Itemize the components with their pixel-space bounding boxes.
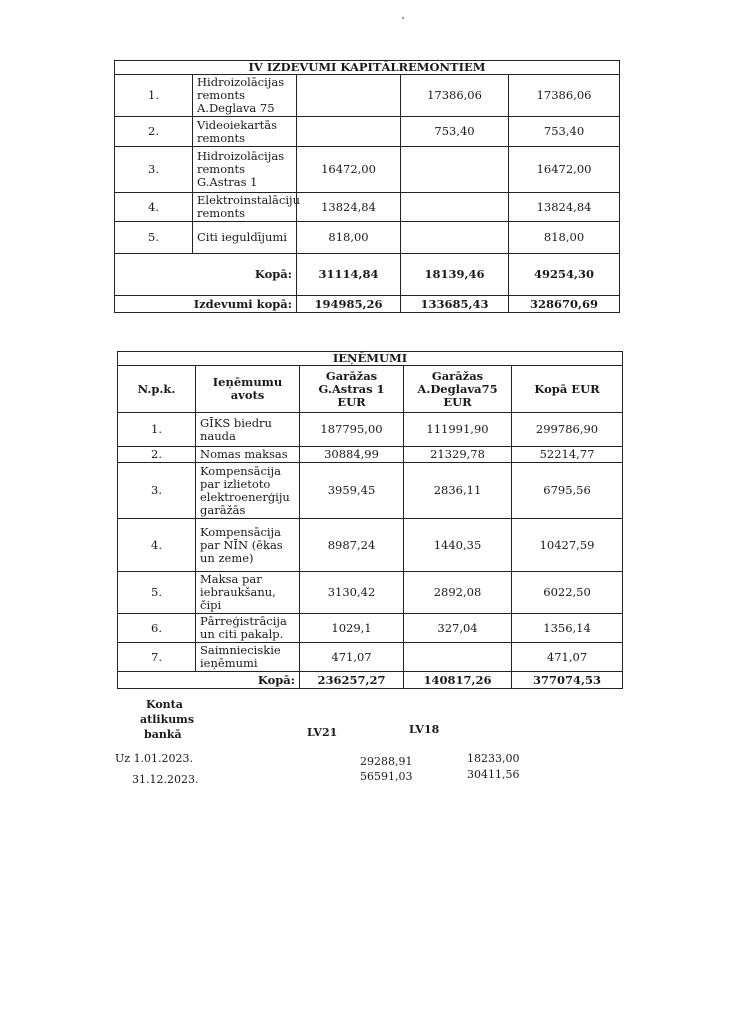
row-description: GĪKS biedru nauda	[196, 413, 300, 447]
deglava-amount: 17386,06	[401, 75, 509, 117]
row-number: 1.	[115, 75, 193, 117]
bank-title-line2: atlikums	[140, 713, 195, 726]
astras-amount: 3959,45	[300, 463, 404, 519]
total-amount: 6022,50	[512, 572, 623, 614]
deglava-amount	[401, 222, 509, 254]
total-amount: 52214,77	[512, 447, 623, 463]
total-amount: 13824,84	[509, 193, 620, 222]
total-sum: 377074,53	[512, 672, 623, 689]
row-number: 7.	[118, 643, 196, 672]
row-number: 2.	[118, 447, 196, 463]
grand-total-label: Izdevumi kopā:	[115, 296, 297, 313]
bank-date-end: 31.12.2023.	[132, 773, 199, 786]
total-row	[115, 254, 620, 296]
row-description: Pārreģistrācija un citi pakalp.	[196, 614, 300, 643]
row-description: Citi ieguldījumi	[193, 222, 297, 254]
astras-amount: 30884,99	[300, 447, 404, 463]
header-total: Kopā EUR	[512, 366, 623, 413]
total-amount: 6795,56	[512, 463, 623, 519]
total-deglava: 140817,26	[404, 672, 512, 689]
header-astras: Garāžas G.Astras 1 EUR	[300, 366, 404, 413]
total-amount: 471,07	[512, 643, 623, 672]
table-row	[118, 413, 623, 447]
astras-amount	[297, 117, 401, 147]
grand-total-deglava: 133685,43	[401, 296, 509, 313]
income-title: IEŅĒMUMI	[118, 352, 623, 366]
scan-speck	[402, 17, 404, 19]
row-number: 1.	[118, 413, 196, 447]
row-description: Maksa par iebraukšanu, čipi	[196, 572, 300, 614]
total-amount: 17386,06	[509, 75, 620, 117]
row-number: 3.	[115, 147, 193, 193]
income-table	[117, 351, 623, 689]
total-amount: 753,40	[509, 117, 620, 147]
bank-title-line1: Konta	[146, 698, 183, 711]
row-description: Elektroinstalāciju remonts	[193, 193, 297, 222]
astras-amount: 818,00	[297, 222, 401, 254]
row-description: Kompensācija par NĪN (ēkas un zeme)	[196, 519, 300, 572]
header-source: Ieņēmumu avots	[196, 366, 300, 413]
income-header-row	[118, 366, 623, 413]
row-number: 3.	[118, 463, 196, 519]
row-number: 2.	[115, 117, 193, 147]
total-astras: 31114,84	[297, 254, 401, 296]
grand-total-row	[115, 296, 620, 313]
header-deglava: Garāžas A.Deglava75 EUR	[404, 366, 512, 413]
bank-lv18-end: 30411,56	[467, 768, 520, 781]
total-deglava: 18139,46	[401, 254, 509, 296]
bank-title-line3: bankā	[144, 728, 182, 741]
table-row	[118, 643, 623, 672]
table-row	[115, 75, 620, 117]
total-row	[118, 672, 623, 689]
total-label: Kopā:	[118, 672, 300, 689]
total-amount: 10427,59	[512, 519, 623, 572]
capital-repairs-title: IV IZDEVUMI KAPITĀLREMONTIEM	[115, 61, 620, 75]
table-row	[115, 147, 620, 193]
table-row	[118, 519, 623, 572]
astras-amount: 8987,24	[300, 519, 404, 572]
table-row	[115, 117, 620, 147]
capital-repairs-table	[114, 60, 620, 313]
total-amount: 1356,14	[512, 614, 623, 643]
astras-amount	[297, 75, 401, 117]
row-description: Hidroizolācijas remonts A.Deglava 75	[193, 75, 297, 117]
grand-total-astras: 194985,26	[297, 296, 401, 313]
row-description: Hidroizolācijas remonts G.Astras 1	[193, 147, 297, 193]
total-label: Kopā:	[115, 254, 297, 296]
astras-amount: 16472,00	[297, 147, 401, 193]
row-description: Saimnieciskie ieņēmumi	[196, 643, 300, 672]
deglava-amount	[404, 643, 512, 672]
astras-amount: 3130,42	[300, 572, 404, 614]
header-npk: N.p.k.	[118, 366, 196, 413]
table-row	[115, 222, 620, 254]
deglava-amount: 753,40	[401, 117, 509, 147]
row-description: Videoiekartās remonts	[193, 117, 297, 147]
deglava-amount: 2836,11	[404, 463, 512, 519]
bank-lv21-end: 56591,03	[360, 770, 413, 783]
table-row	[118, 447, 623, 463]
bank-date-start: Uz 1.01.2023.	[115, 752, 194, 765]
bank-column-lv21: LV21	[307, 726, 338, 739]
row-description: Kompensācija par izlietoto elektroenerģiju garāžās	[196, 463, 300, 519]
table-row	[118, 614, 623, 643]
total-sum: 49254,30	[509, 254, 620, 296]
deglava-amount: 327,04	[404, 614, 512, 643]
total-amount: 16472,00	[509, 147, 620, 193]
table-row	[118, 572, 623, 614]
total-amount: 299786,90	[512, 413, 623, 447]
deglava-amount	[401, 147, 509, 193]
row-number: 5.	[115, 222, 193, 254]
astras-amount: 471,07	[300, 643, 404, 672]
total-amount: 818,00	[509, 222, 620, 254]
bank-column-lv18: LV18	[409, 723, 440, 736]
deglava-amount: 21329,78	[404, 447, 512, 463]
deglava-amount: 1440,35	[404, 519, 512, 572]
row-description: Nomas maksas	[196, 447, 300, 463]
row-number: 6.	[118, 614, 196, 643]
table-row	[115, 193, 620, 222]
deglava-amount: 111991,90	[404, 413, 512, 447]
astras-amount: 187795,00	[300, 413, 404, 447]
deglava-amount: 2892,08	[404, 572, 512, 614]
grand-total-sum: 328670,69	[509, 296, 620, 313]
bank-lv21-start: 29288,91	[360, 755, 413, 768]
astras-amount: 13824,84	[297, 193, 401, 222]
deglava-amount	[401, 193, 509, 222]
row-number: 4.	[115, 193, 193, 222]
astras-amount: 1029,1	[300, 614, 404, 643]
row-number: 5.	[118, 572, 196, 614]
row-number: 4.	[118, 519, 196, 572]
total-astras: 236257,27	[300, 672, 404, 689]
table-row	[118, 463, 623, 519]
bank-lv18-start: 18233,00	[467, 752, 520, 765]
